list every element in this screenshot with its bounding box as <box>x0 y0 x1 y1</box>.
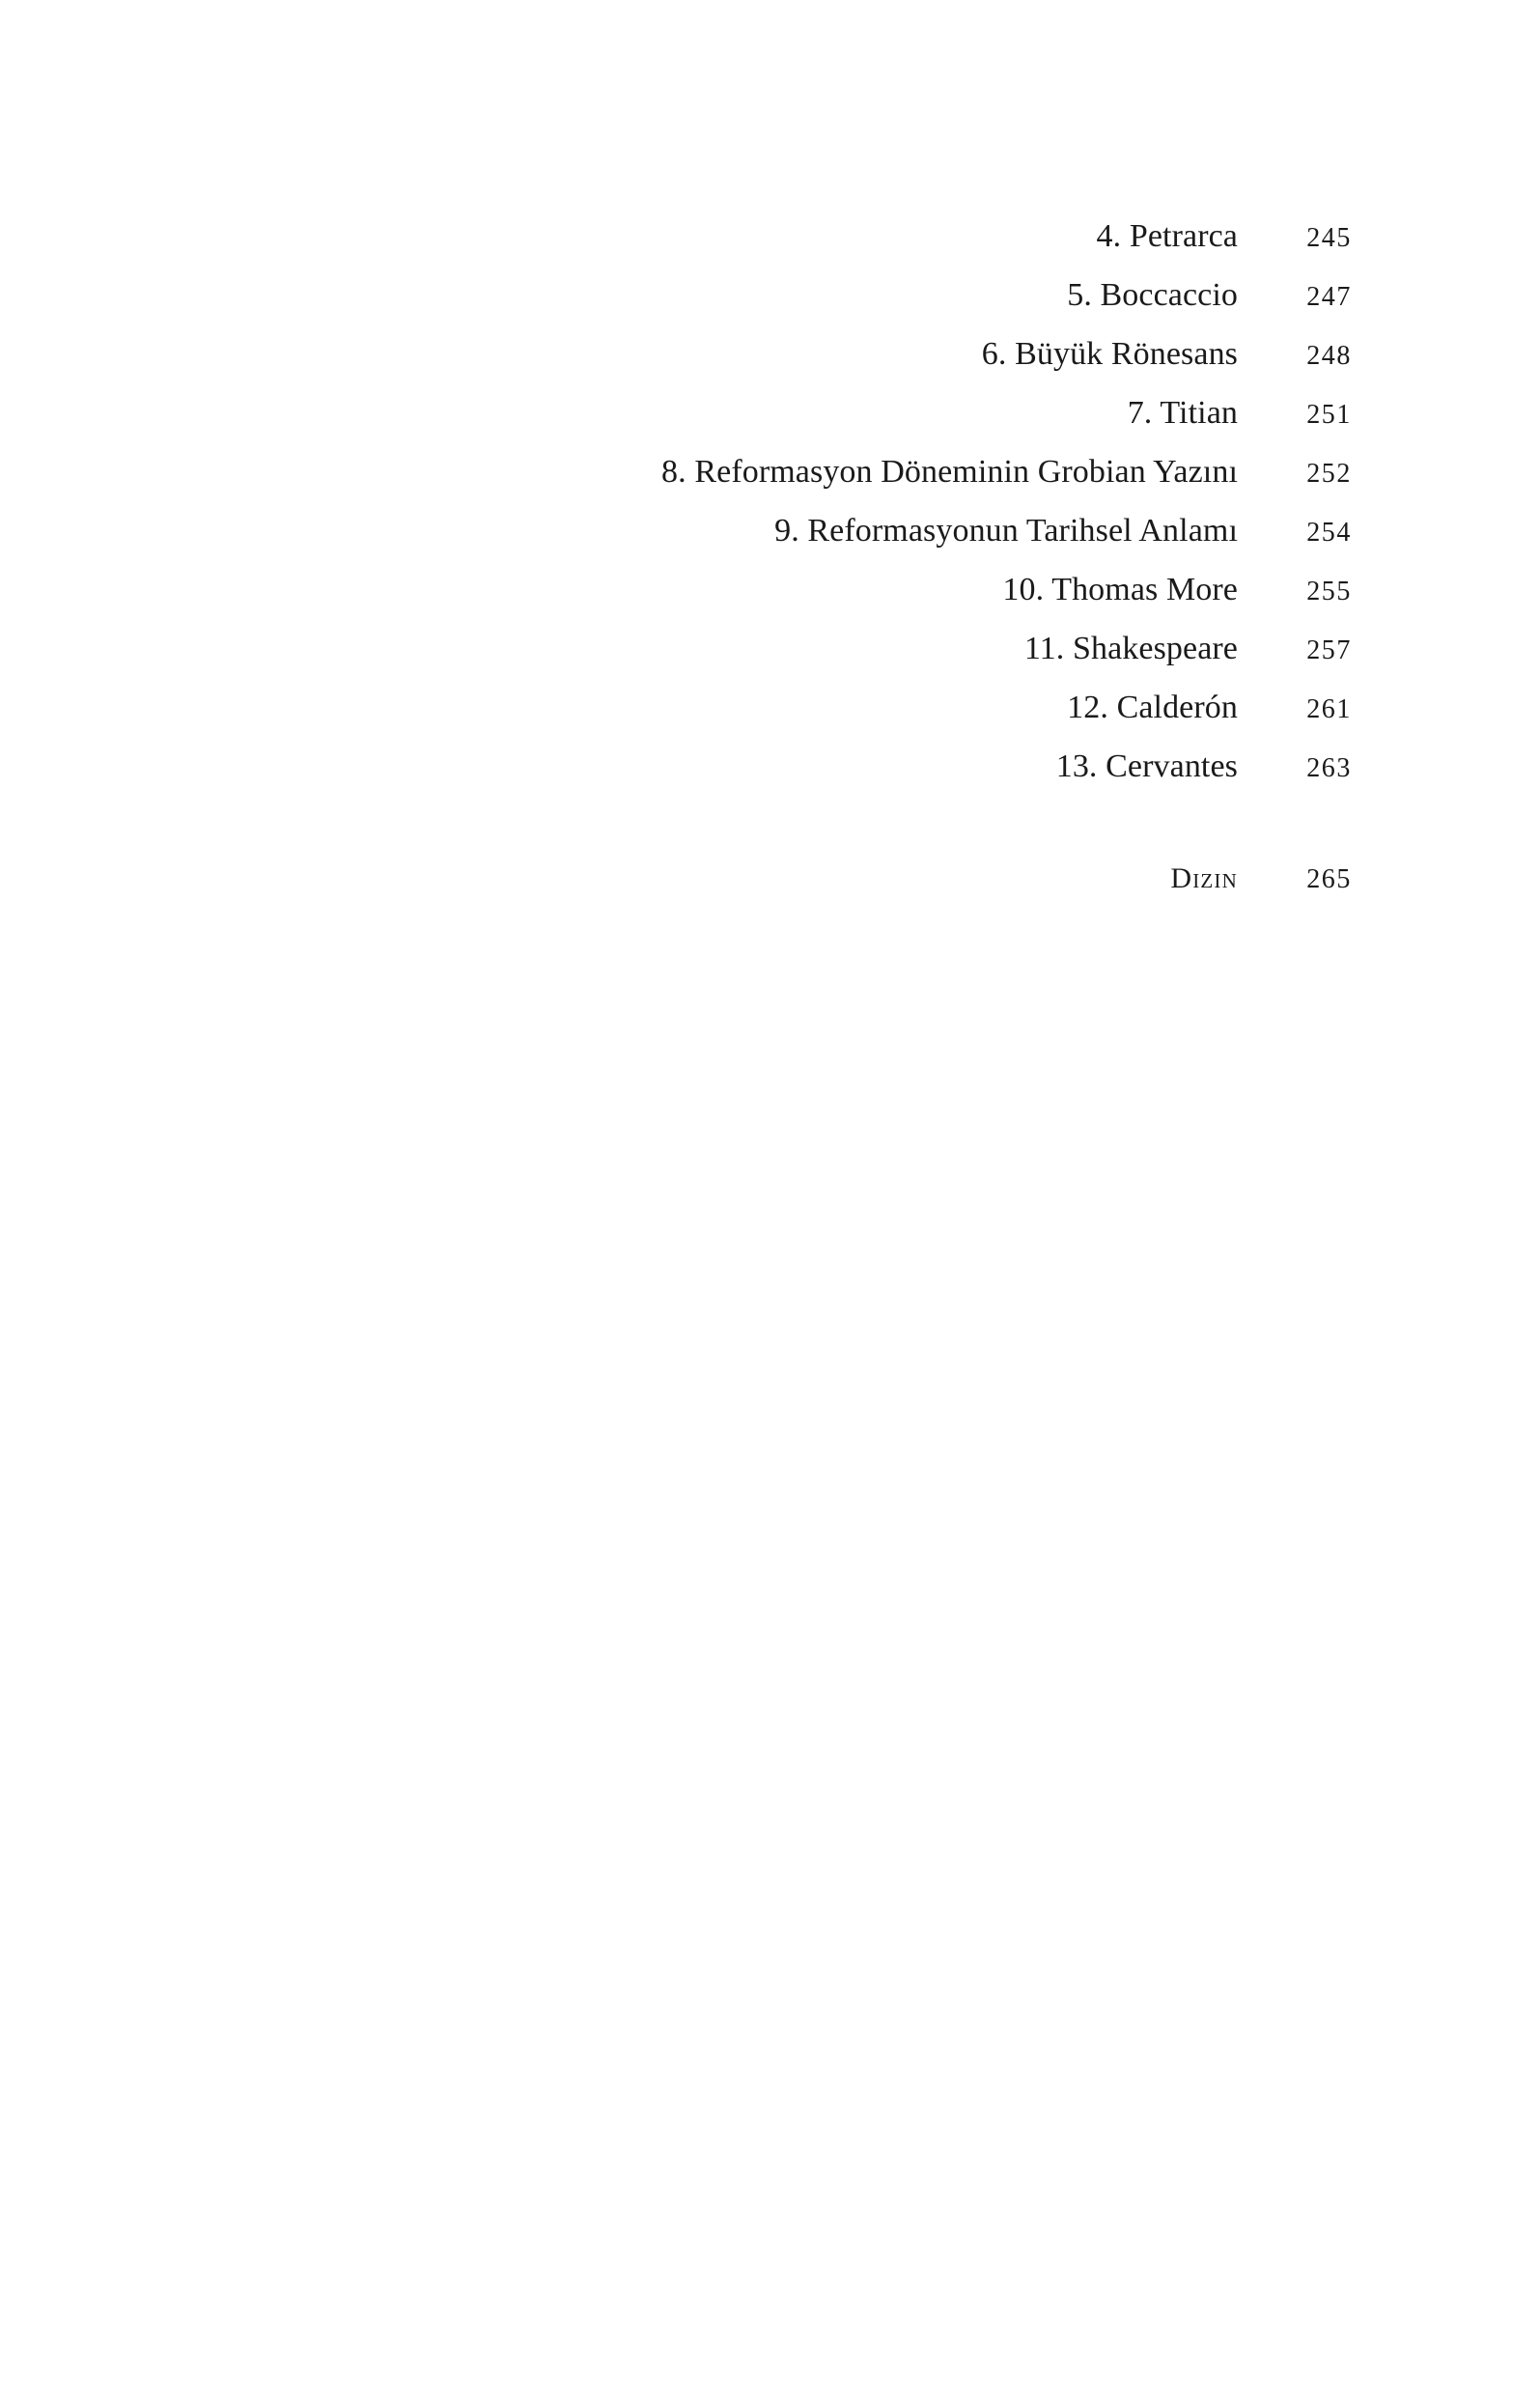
toc-entry[interactable] <box>0 220 1352 279</box>
toc-entry-title: 9. Reformasyonun Tarihsel Anlamı <box>774 513 1238 549</box>
toc-entry-page: 247 <box>1306 282 1352 312</box>
toc-entry-title: 7. Titian <box>1127 395 1238 431</box>
toc-entry-title: 11. Shakespeare <box>1023 631 1238 666</box>
toc-index-page: 265 <box>1306 864 1352 894</box>
toc-entry-title: 13. Cervantes <box>1055 748 1238 784</box>
toc-entry-page: 263 <box>1306 753 1352 783</box>
toc-entry[interactable] <box>0 338 1352 397</box>
toc-entry-page: 254 <box>1306 518 1352 548</box>
toc-entry[interactable] <box>0 574 1352 633</box>
toc-entry-title: 6. Büyük Rönesans <box>981 336 1238 372</box>
toc-entry[interactable] <box>0 633 1352 691</box>
toc-entry-page: 261 <box>1306 694 1352 724</box>
toc-entry-page: 245 <box>1306 223 1352 253</box>
toc-entry[interactable] <box>0 397 1352 456</box>
toc-entry-page: 257 <box>1306 635 1352 665</box>
toc-index-title: Dizin <box>1170 862 1238 894</box>
toc-entry-index[interactable] <box>0 864 1352 923</box>
toc-entry[interactable] <box>0 750 1352 809</box>
toc-entry-page: 255 <box>1306 577 1352 606</box>
toc-entry-title: 8. Reformasyon Döneminin Grobian Yazını <box>661 454 1238 490</box>
toc-entry[interactable] <box>0 456 1352 515</box>
toc-entry-title: 5. Boccaccio <box>1067 277 1238 313</box>
toc-entry[interactable] <box>0 515 1352 574</box>
toc-entry-title: 12. Calderón <box>1067 690 1238 725</box>
toc-entry-title: 4. Petrarca <box>1096 218 1238 254</box>
toc-entry[interactable] <box>0 279 1352 338</box>
toc-entry-page: 252 <box>1306 459 1352 489</box>
toc-entry[interactable] <box>0 691 1352 750</box>
toc-entry-page: 248 <box>1306 341 1352 371</box>
toc-entry-title: 10. Thomas More <box>1002 572 1238 607</box>
toc-entry-page: 251 <box>1306 400 1352 430</box>
table-of-contents <box>0 220 1352 923</box>
